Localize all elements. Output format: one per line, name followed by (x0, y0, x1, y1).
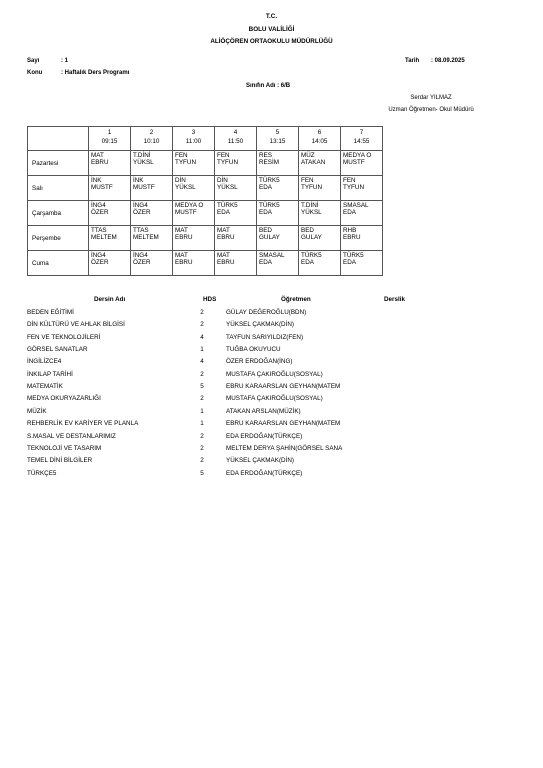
lesson-teacher: EBRU (217, 259, 235, 266)
period-time: 11:50 (227, 138, 244, 145)
principal-title: Uzman Öğretmen- Okul Müdürü (388, 107, 474, 113)
lesson-cell (173, 176, 215, 201)
lesson-teacher: MUSTF (133, 184, 155, 191)
schedule-row-2 (28, 201, 383, 226)
course-hds: 1 (200, 420, 204, 428)
lesson-teacher: MELTEM (133, 234, 159, 241)
lesson-cell (215, 226, 257, 251)
course-teacher: EDA ERDOĞAN(TÜRKÇE) (226, 432, 303, 440)
lesson-code: BED (301, 227, 314, 234)
lesson-teacher: EDA (343, 259, 356, 266)
lesson-teacher: YÜKSL (301, 209, 322, 216)
course-row (0, 470, 543, 482)
lesson-cell (89, 151, 131, 176)
course-row (0, 346, 543, 358)
course-col-header-hds: HDS (203, 296, 217, 303)
lesson-code: FEN (217, 152, 230, 159)
lesson-code: FEN (343, 177, 356, 184)
weekly-schedule-table (27, 126, 383, 276)
period-header-3 (173, 127, 215, 151)
course-teacher: YÜKSEL ÇAKMAK(DİN) (226, 321, 294, 329)
period-number: 7 (359, 129, 364, 136)
course-hds: 2 (200, 370, 204, 378)
lesson-code: SMASAL (343, 202, 369, 209)
schedule-row-4 (28, 251, 383, 276)
lesson-code: İNK (133, 177, 144, 184)
period-header-1 (89, 127, 131, 151)
course-teacher: MUSTAFA ÇAKIROĞLU(SOSYAL) (226, 370, 323, 378)
course-name: S.MASAL VE DESTANLARIMIZ (27, 432, 116, 440)
course-teacher: MUSTAFA ÇAKIROĞLU(SOSYAL) (226, 395, 323, 403)
course-name: İNGİLİZCE4 (27, 358, 62, 366)
lesson-cell (257, 201, 299, 226)
lesson-code: İNG4 (133, 252, 148, 259)
lesson-code: RHB (343, 227, 357, 234)
lesson-code: MEDYA O (343, 152, 372, 159)
lesson-code: MAT (217, 227, 230, 234)
lesson-cell (89, 226, 131, 251)
period-time: 10:10 (143, 138, 160, 145)
lesson-teacher: ATAKAN (301, 159, 326, 166)
course-teacher: TUĞBA OKUYUCU (226, 346, 281, 354)
lesson-code: BED (259, 227, 272, 234)
period-header-2 (131, 127, 173, 151)
header-governorship: BOLU VALİLİĞİ (248, 26, 295, 33)
lesson-teacher: MUSTF (91, 184, 113, 191)
lesson-code: MAT (175, 252, 188, 259)
lesson-teacher: EBRU (343, 234, 361, 241)
lesson-code: TÜRK5 (301, 252, 322, 259)
lesson-cell (131, 201, 173, 226)
course-teacher: GÜLAY DEĞEROĞLU(BDN) (226, 309, 307, 316)
lesson-teacher: YÜKSL (217, 184, 238, 191)
lesson-cell (257, 151, 299, 176)
course-name: TEMEL DİNİ BİLGİLER (27, 457, 93, 465)
lesson-cell (215, 176, 257, 201)
lesson-teacher: TYFUN (343, 184, 364, 191)
lesson-code: DİN (175, 177, 186, 184)
lesson-code: TÜRK5 (217, 202, 238, 209)
course-hds: 2 (200, 432, 204, 440)
lesson-code: İNG4 (133, 202, 148, 209)
course-hds: 2 (200, 395, 204, 403)
course-name: İNKILAP TARİHİ (27, 370, 73, 378)
konu-label: Konu (27, 70, 43, 76)
lesson-code: MAT (91, 152, 104, 159)
period-time: 11:00 (185, 138, 202, 145)
course-row (0, 445, 543, 457)
schedule-header-row (28, 127, 383, 151)
tarih-value: : 08.09.2025 (431, 58, 465, 64)
lesson-cell (341, 151, 383, 176)
lesson-teacher: YÜKSL (133, 159, 154, 166)
course-teacher: TAYFUN SARIYILDIZ(FEN) (226, 333, 304, 341)
course-teacher: EBRU KARAARSLAN GEYHAN(MATEM (226, 383, 341, 391)
lesson-teacher: EDA (301, 259, 314, 266)
course-hds: 2 (200, 321, 204, 329)
course-name: DİN KÜLTÜRÜ VE AHLAK BİLGİSİ (27, 321, 125, 329)
lesson-code: TÜRK5 (259, 177, 280, 184)
lesson-code: MÜZ (301, 152, 315, 159)
lesson-code: T.DİNİ (301, 202, 319, 209)
schedule-row-0 (28, 151, 383, 176)
lesson-cell (173, 201, 215, 226)
lesson-teacher: ÖZER (91, 209, 109, 216)
lesson-cell (173, 251, 215, 276)
course-hds: 2 (200, 457, 204, 465)
sayi-value: : 1 (61, 58, 69, 64)
period-header-5 (257, 127, 299, 151)
course-row (0, 457, 543, 469)
lesson-code: MAT (217, 252, 230, 259)
course-row (0, 309, 543, 321)
lesson-cell (131, 151, 173, 176)
lesson-code: MEDYA O (175, 202, 204, 209)
lesson-cell (299, 251, 341, 276)
lesson-cell (341, 201, 383, 226)
lesson-code: SMASAL (259, 252, 285, 259)
lesson-teacher: MUSTF (175, 209, 197, 216)
lesson-code: FEN (301, 177, 314, 184)
lesson-teacher: MUSTF (343, 159, 365, 166)
course-col-header-teacher: Öğretmen (281, 296, 311, 303)
lesson-teacher: ÖZER (133, 259, 151, 266)
course-teacher: YÜKSEL ÇAKMAK(DİN) (226, 457, 294, 465)
lesson-teacher: EDA (343, 209, 356, 216)
lesson-code: RES (259, 152, 272, 159)
day-name: Pazartesi (28, 151, 89, 176)
principal-name: Serdar YILMAZ (410, 95, 452, 101)
sayi-label: Sayı (27, 58, 40, 64)
course-teacher: MELTEM DERYA ŞAHİN(GÖRSEL SANA (226, 444, 343, 452)
period-number: 3 (191, 129, 196, 136)
period-time: 14:05 (311, 138, 328, 145)
period-number: 5 (275, 129, 280, 136)
lesson-cell (89, 201, 131, 226)
lesson-teacher: TYFUN (301, 184, 322, 191)
lesson-code: DİN (217, 177, 228, 184)
lesson-code: MAT (175, 227, 188, 234)
course-teacher: EDA ERDOĞAN(TÜRKÇE) (226, 469, 303, 477)
course-row (0, 371, 543, 383)
konu-value: : Haftalık Ders Programı (61, 70, 130, 76)
lesson-teacher: EBRU (175, 234, 193, 241)
lesson-teacher: TYFUN (175, 159, 196, 166)
tarih-label: Tarih (405, 58, 420, 64)
lesson-teacher: EDA (259, 184, 272, 191)
course-hds: 1 (200, 407, 204, 415)
course-col-header-name: Dersin Adı (94, 296, 126, 303)
day-name: Salı (28, 176, 89, 201)
lesson-code: İNK (91, 177, 102, 184)
course-row (0, 395, 543, 407)
lesson-cell (173, 226, 215, 251)
lesson-teacher: MELTEM (91, 234, 117, 241)
schedule-row-3 (28, 226, 383, 251)
lesson-teacher: ÖZER (91, 259, 109, 266)
lesson-code: T.DİNİ (133, 152, 151, 159)
lesson-cell (215, 251, 257, 276)
period-time: 13:15 (269, 138, 286, 145)
lesson-code: FEN (175, 152, 188, 159)
course-row (0, 321, 543, 333)
lesson-cell (341, 251, 383, 276)
course-row (0, 408, 543, 420)
course-row (0, 358, 543, 370)
course-hds: 2 (200, 309, 204, 316)
lesson-teacher: RESİM (259, 159, 279, 166)
lesson-teacher: GULAY (259, 234, 280, 241)
course-name: MEDYA OKURYAZARLIĞI (27, 395, 101, 403)
course-hds: 1 (200, 346, 204, 354)
lesson-cell (131, 226, 173, 251)
lesson-teacher: GULAY (301, 234, 322, 241)
lesson-cell (299, 226, 341, 251)
lesson-teacher: EDA (217, 209, 230, 216)
course-hds: 4 (200, 333, 204, 341)
course-name: FEN VE TEKNOLOJİLERİ (27, 333, 101, 341)
lesson-teacher: EDA (259, 259, 272, 266)
period-time: 09:15 (101, 138, 118, 145)
course-name: TÜRKÇE5 (27, 469, 57, 477)
lesson-cell (299, 176, 341, 201)
course-hds: 5 (200, 383, 204, 391)
period-header-6 (299, 127, 341, 151)
lesson-code: TTAS (91, 227, 107, 234)
course-row (0, 433, 543, 445)
lesson-teacher: EBRU (91, 159, 109, 166)
class-name: Sınıfın Adı : 6/B (246, 83, 291, 89)
course-hds: 4 (200, 358, 204, 366)
lesson-teacher: ÖZER (133, 209, 151, 216)
lesson-cell (215, 201, 257, 226)
lesson-cell (173, 151, 215, 176)
lesson-teacher: TYFUN (217, 159, 238, 166)
course-row (0, 334, 543, 346)
lesson-cell (341, 176, 383, 201)
lesson-cell (257, 226, 299, 251)
day-name: Cuma (28, 251, 89, 276)
course-col-header-room: Derslik (384, 296, 406, 303)
lesson-cell (89, 251, 131, 276)
lesson-code: TÜRK5 (343, 252, 364, 259)
course-row (0, 383, 543, 395)
lesson-code: İNG4 (91, 252, 106, 259)
period-number: 4 (233, 129, 238, 136)
lesson-teacher: EBRU (217, 234, 235, 241)
course-teacher: ÖZER ERDOĞAN(İNG) (226, 358, 293, 366)
lesson-teacher: YÜKSL (175, 184, 196, 191)
lesson-teacher: EBRU (175, 259, 193, 266)
period-time: 14:55 (353, 138, 370, 145)
lesson-code: TÜRK5 (259, 202, 280, 209)
course-teacher: ATAKAN ARSLAN(MÜZİK) (226, 407, 301, 415)
lesson-code: İNG4 (91, 202, 106, 209)
course-name: MÜZİK (27, 407, 47, 415)
course-hds: 5 (200, 469, 204, 477)
period-number: 2 (149, 129, 154, 136)
course-row (0, 420, 543, 432)
period-header-7 (341, 127, 383, 151)
period-header-4 (215, 127, 257, 151)
day-name: Çarşamba (28, 201, 89, 226)
schedule-corner-cell (28, 127, 89, 151)
period-number: 1 (107, 129, 112, 136)
lesson-cell (341, 226, 383, 251)
header-tc: T.C. (265, 13, 278, 20)
lesson-teacher: EDA (259, 209, 272, 216)
lesson-cell (215, 151, 257, 176)
course-name: GÖRSEL SANATLAR (27, 346, 88, 354)
lesson-cell (131, 176, 173, 201)
course-name: REHBERLİK EV KARİYER VE PLANLA (27, 420, 139, 428)
header-school-directorate: ALİÖÇÖREN ORTAOKULU MÜDÜRLÜĞÜ (210, 38, 333, 45)
lesson-cell (257, 251, 299, 276)
course-hds: 2 (200, 444, 204, 452)
course-name: TEKNOLOJİ VE TASARIM (27, 444, 102, 452)
lesson-cell (257, 176, 299, 201)
course-name: MATEMATİK (27, 383, 63, 391)
lesson-cell (131, 251, 173, 276)
schedule-row-1 (28, 176, 383, 201)
day-name: Perşembe (28, 226, 89, 251)
lesson-cell (299, 201, 341, 226)
lesson-cell (89, 176, 131, 201)
course-name: BEDEN EĞİTİMİ (27, 309, 74, 316)
course-teacher: EBRU KARAARSLAN GEYHAN(MATEM (226, 420, 341, 428)
lesson-code: TTAS (133, 227, 149, 234)
lesson-cell (299, 151, 341, 176)
period-number: 6 (317, 129, 322, 136)
